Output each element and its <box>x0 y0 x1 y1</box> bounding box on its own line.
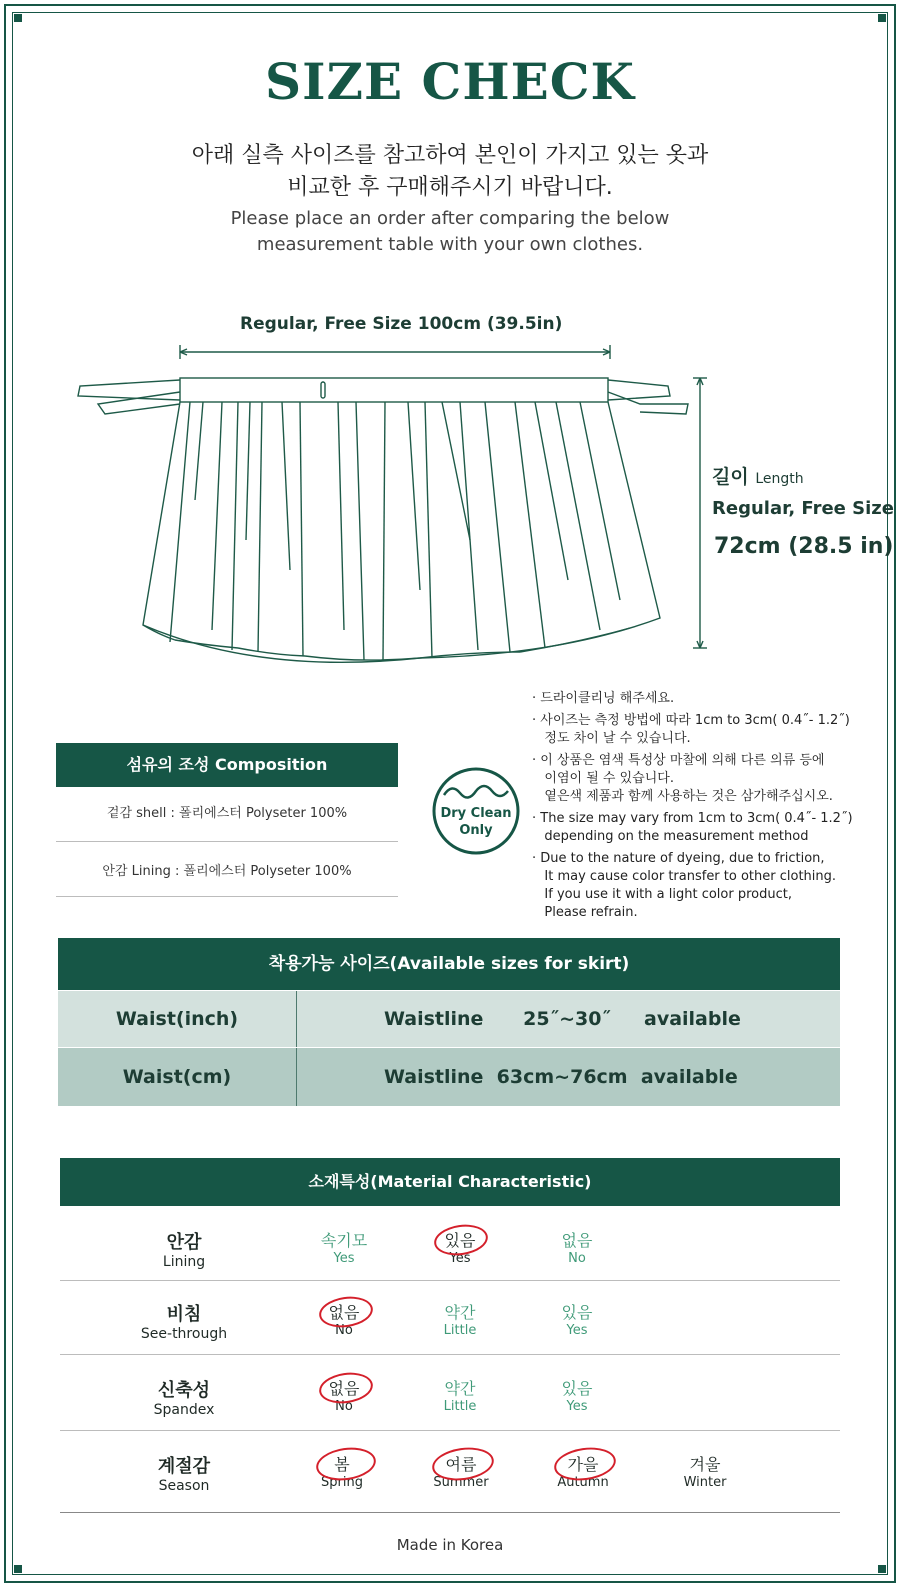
divider <box>56 841 398 842</box>
length-kr: 길이 <box>712 466 749 488</box>
page-title: SIZE CHECK <box>265 52 635 111</box>
dry-clean-text: Only <box>459 823 493 838</box>
care-note: 정도 차이 날 수 있습니다. <box>532 731 691 746</box>
intro-en-line2: measurement table with your own clothes. <box>256 234 644 255</box>
composition-shell: 겉감 shell : 폴리에스터 Polyseter 100% <box>106 806 348 821</box>
care-note: · 드라이클리닝 해주세요. <box>532 691 675 706</box>
material-header: 소재특성(Material Characteristic) <box>60 1158 840 1206</box>
material-option-selected: 있음 Yes <box>444 1231 476 1266</box>
material-row-label: 신축성 Spandex <box>153 1380 215 1418</box>
corner-mark <box>878 1565 886 1573</box>
material-option: 속기모 Yes <box>320 1231 368 1266</box>
material-option: 있음 Yes <box>561 1303 593 1338</box>
corner-mark <box>14 14 22 22</box>
available-row <box>58 1048 840 1106</box>
care-note: 이염이 될 수 있습니다. <box>532 771 674 786</box>
divider <box>60 1280 840 1281</box>
available-row <box>58 991 840 1047</box>
care-note: If you use it with a light color product, <box>532 887 792 902</box>
available-row-value: Waistline 63cm~76cm available <box>384 1066 738 1088</box>
corner-mark <box>878 14 886 22</box>
material-option-selected: 가을 Autumn <box>557 1455 609 1490</box>
available-row-label: Waist(inch) <box>58 991 297 1047</box>
material-option: 없음 No <box>561 1231 593 1266</box>
corner-mark <box>14 1565 22 1573</box>
material-option-selected: 봄 Spring <box>321 1455 363 1490</box>
divider <box>60 1354 840 1355</box>
material-option-selected: 없음 No <box>328 1303 360 1338</box>
material-option: 약간 Little <box>443 1303 477 1338</box>
care-notes <box>532 690 872 922</box>
material-option: 약간 Little <box>443 1379 477 1414</box>
intro-kr-line1: 아래 실측 사이즈를 참고하여 본인이 가지고 있는 옷과 <box>191 143 709 168</box>
material-option: 있음 Yes <box>561 1379 593 1414</box>
material-row-label: 계절감 Season <box>157 1456 211 1494</box>
care-note: It may cause color transfer to other clothing. <box>532 869 837 884</box>
divider <box>60 1512 840 1513</box>
available-header: 착용가능 사이즈(Available sizes for skirt) <box>58 938 840 990</box>
care-note: 옅은색 제품과 함께 사용하는 것은 삼가해주십시오. <box>532 789 833 804</box>
material-row-label: 비침 See-through <box>140 1304 228 1342</box>
available-row-value: Waistline 25˝~30˝ available <box>384 1008 741 1030</box>
care-note: depending on the measurement method <box>532 829 809 844</box>
material-option: 겨울 Winter <box>683 1455 727 1490</box>
divider <box>56 896 398 897</box>
length-en: Length <box>755 471 804 487</box>
available-row-label: Waist(cm) <box>58 1048 297 1106</box>
dry-clean-text: Dry Clean <box>440 806 512 821</box>
care-note: Please refrain. <box>532 905 638 920</box>
width-label: Regular, Free Size 100cm (39.5in) <box>240 314 563 334</box>
material-option-selected: 없음 No <box>328 1379 360 1414</box>
care-note: · The size may vary from 1cm to 3cm( 0.4˝- 1.2˝) <box>532 811 853 826</box>
intro-kr-line2: 비교한 후 구매해주시기 바랍니다. <box>287 175 613 200</box>
care-note: · 사이즈는 측정 방법에 따라 1cm to 3cm( 0.4˝- 1.2˝) <box>532 713 850 728</box>
care-note: · Due to the nature of dyeing, due to friction, <box>532 851 825 866</box>
material-option-selected: 여름 Summer <box>433 1455 489 1490</box>
composition-lining: 안감 Lining : 폴리에스터 Polyseter 100% <box>102 864 352 879</box>
dry-clean-icon <box>430 765 522 857</box>
length-value: 72cm (28.5 in) <box>714 534 894 559</box>
length-size: Regular, Free Size <box>712 498 894 519</box>
material-row-label: 안감 Lining <box>162 1232 206 1270</box>
intro-en-line1: Please place an order after comparing the below <box>230 208 670 229</box>
care-note: · 이 상품은 염색 특성상 마찰에 의해 다른 의류 등에 <box>532 753 825 768</box>
divider <box>60 1430 840 1431</box>
made-in-label: Made in Korea <box>396 1536 504 1554</box>
composition-header: 섬유의 조성 Composition <box>56 743 398 787</box>
